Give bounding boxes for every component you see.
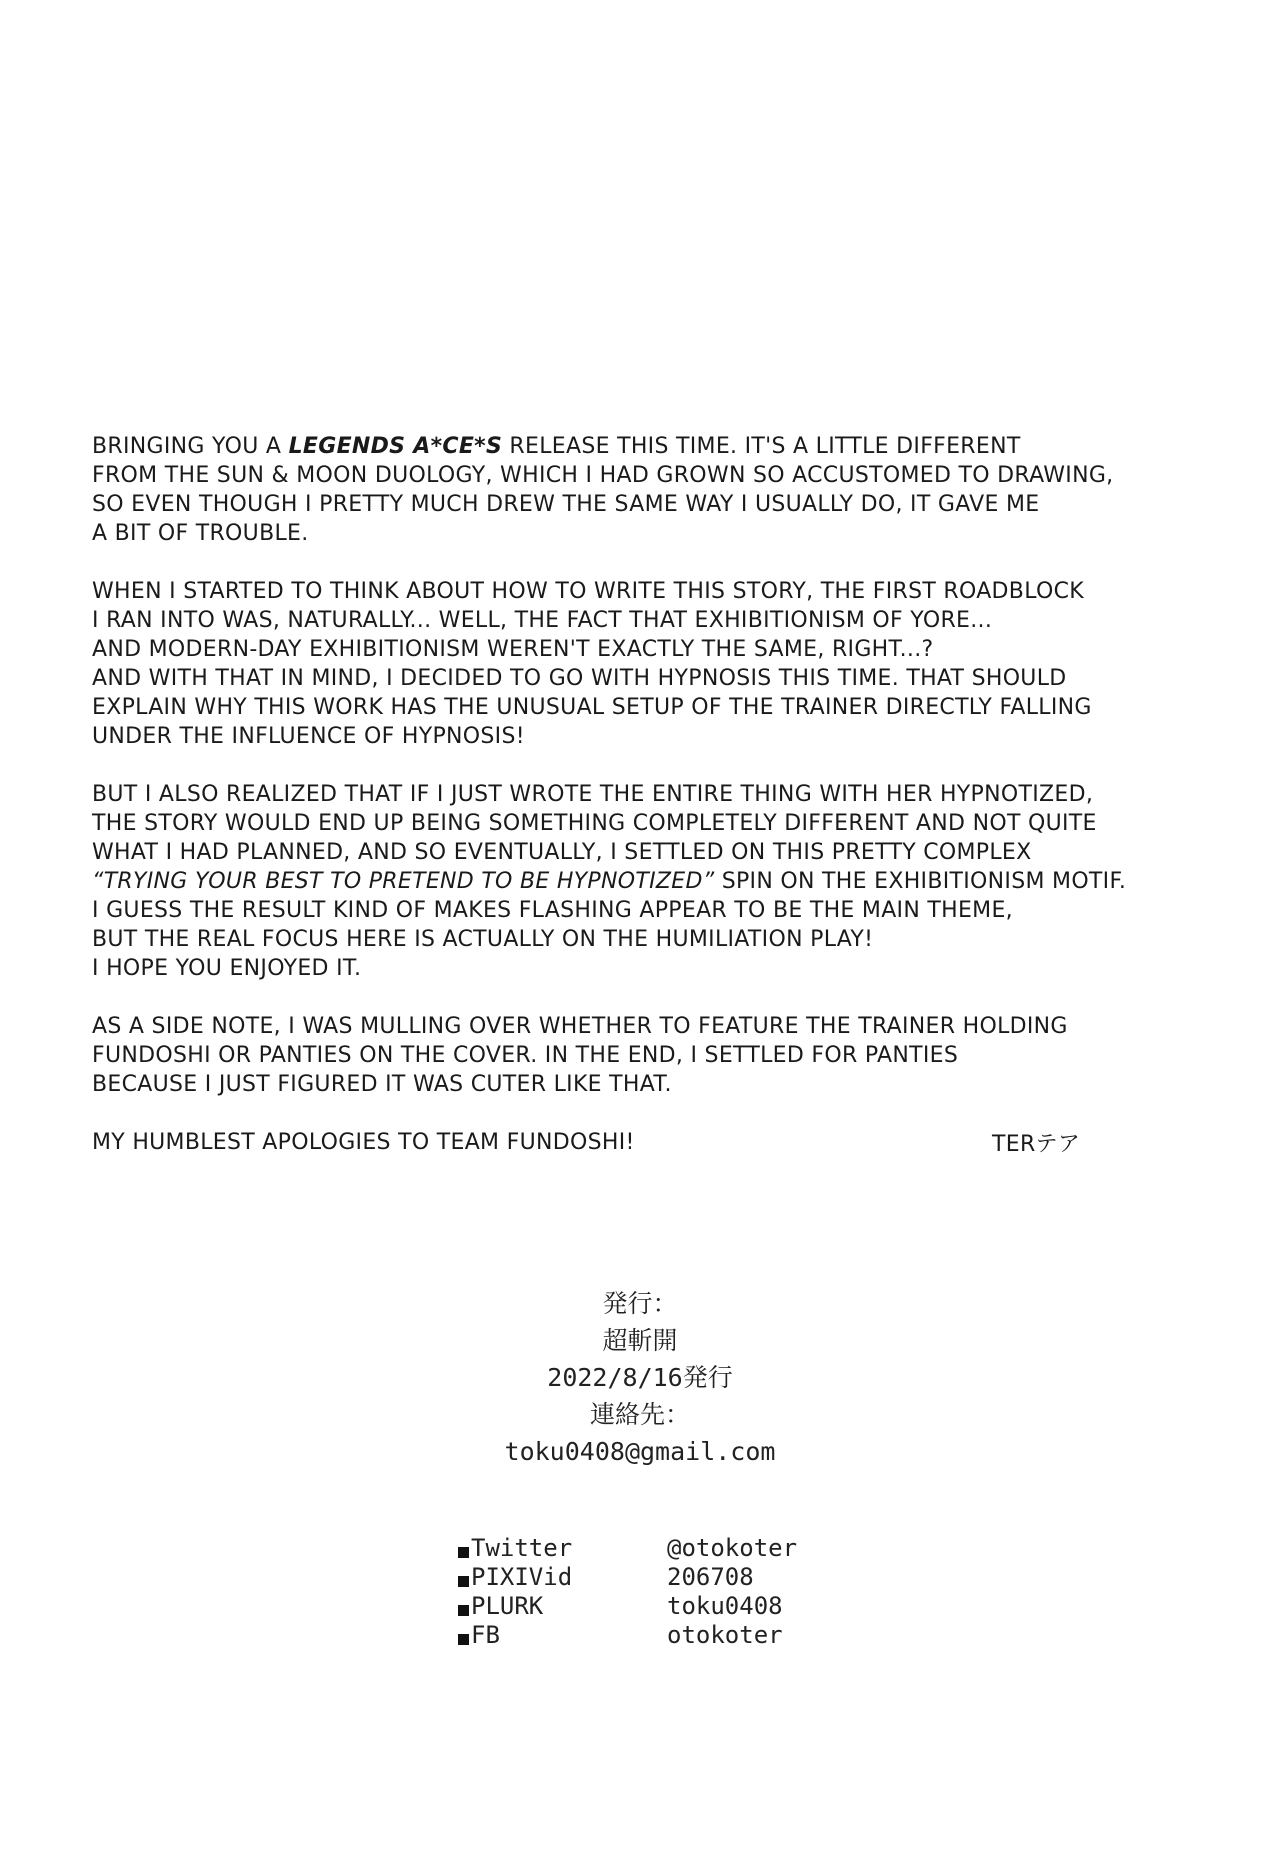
- bullet-square-icon: [458, 1576, 469, 1587]
- social-service: FB: [471, 1621, 500, 1649]
- social-row-plurk: [458, 1592, 797, 1621]
- bullet-square-icon: [458, 1547, 469, 1558]
- text-line: BECAUSE I JUST FIGURED IT WAS CUTER LIKE THAT.: [92, 1072, 672, 1097]
- text-line: UNDER THE INFLUENCE OF HYPNOSIS!: [92, 724, 525, 749]
- text-line: AS A SIDE NOTE, I WAS MULLING OVER WHETHER TO FEATURE THE TRAINER HOLDING: [92, 1014, 1068, 1039]
- text-line: BUT I ALSO REALIZED THAT IF I JUST WROTE THE ENTIRE THING WITH HER HYPNOTIZED,: [92, 782, 1094, 807]
- signoff-text: MY HUMBLEST APOLOGIES TO TEAM FUNDOSHI!: [92, 1130, 635, 1155]
- social-handle: @otokoter: [667, 1534, 798, 1562]
- publish-date: 2022/8/16発行: [547, 1363, 733, 1392]
- text-line: SO EVEN THOUGH I PRETTY MUCH DREW THE SAME WAY I USUALLY DO, IT GAVE ME: [92, 492, 1040, 517]
- afterword-paragraph-3: [92, 780, 1212, 983]
- text-line: AND MODERN-DAY EXHIBITIONISM WEREN'T EXACTLY THE SAME, RIGHT...?: [92, 637, 934, 662]
- text-line: A BIT OF TROUBLE.: [92, 521, 309, 546]
- social-row-twitter: [458, 1534, 797, 1563]
- afterword-paragraph-1: [92, 432, 1212, 548]
- quoted-phrase: “TRYING YOUR BEST TO PRETEND TO BE HYPNOTIZED”: [92, 869, 715, 894]
- social-service: PLURK: [471, 1592, 544, 1620]
- bullet-square-icon: [458, 1634, 469, 1645]
- text-line: BUT THE REAL FOCUS HERE IS ACTUALLY ON THE HUMILIATION PLAY!: [92, 927, 874, 952]
- text-line: THE STORY WOULD END UP BEING SOMETHING COMPLETELY DIFFERENT AND NOT QUITE: [92, 811, 1097, 836]
- bullet-square-icon: [458, 1605, 469, 1616]
- contact-email: toku0408@gmail.com: [504, 1437, 776, 1466]
- social-service: PIXIVid: [471, 1563, 573, 1591]
- text-line: FUNDOSHI OR PANTIES ON THE COVER. IN THE END, I SETTLED FOR PANTIES: [92, 1043, 959, 1068]
- series-title: LEGENDS A*CE*S: [288, 434, 503, 459]
- publisher-name: 超斬開: [602, 1326, 678, 1355]
- text-line: BRINGING YOU A LEGENDS A*CE*S RELEASE THIS TIME. IT'S A LITTLE DIFFERENT: [92, 434, 1021, 459]
- text-line: AND WITH THAT IN MIND, I DECIDED TO GO WITH HYPNOSIS THIS TIME. THAT SHOULD: [92, 666, 1067, 691]
- signoff-row: [92, 1128, 1212, 1157]
- text-line: “TRYING YOUR BEST TO PRETEND TO BE HYPNOTIZED” SPIN ON THE EXHIBITIONISM MOTIF.: [92, 869, 1127, 894]
- text-line: WHAT I HAD PLANNED, AND SO EVENTUALLY, I SETTLED ON THIS PRETTY COMPLEX: [92, 840, 1032, 865]
- text-line: I HOPE YOU ENJOYED IT.: [92, 956, 362, 981]
- social-service: Twitter: [471, 1534, 573, 1562]
- colophon: [0, 1285, 1280, 1470]
- text-line: I RAN INTO WAS, NATURALLY... WELL, THE FACT THAT EXHIBITIONISM OF YORE...: [92, 608, 993, 633]
- social-links: [458, 1534, 797, 1650]
- text-line: I GUESS THE RESULT KIND OF MAKES FLASHING APPEAR TO BE THE MAIN THEME,: [92, 898, 1013, 923]
- author-signature: TERテア: [992, 1132, 1081, 1157]
- text-line: FROM THE SUN & MOON DUOLOGY, WHICH I HAD GROWN SO ACCUSTOMED TO DRAWING,: [92, 463, 1114, 488]
- text-line: WHEN I STARTED TO THINK ABOUT HOW TO WRITE THIS STORY, THE FIRST ROADBLOCK: [92, 579, 1084, 604]
- afterword-paragraph-4: [92, 1012, 1212, 1099]
- social-row-pixiv: [458, 1563, 797, 1592]
- social-row-fb: [458, 1621, 797, 1650]
- afterword: [92, 432, 1212, 1157]
- social-handle: 206708: [667, 1563, 754, 1591]
- contact-label: 連絡先：: [589, 1400, 690, 1429]
- text-line: EXPLAIN WHY THIS WORK HAS THE UNUSUAL SETUP OF THE TRAINER DIRECTLY FALLING: [92, 695, 1092, 720]
- social-handle: otokoter: [667, 1621, 783, 1649]
- social-handle: toku0408: [667, 1592, 783, 1620]
- afterword-paragraph-2: [92, 577, 1212, 751]
- publisher-label: 発行：: [602, 1289, 678, 1318]
